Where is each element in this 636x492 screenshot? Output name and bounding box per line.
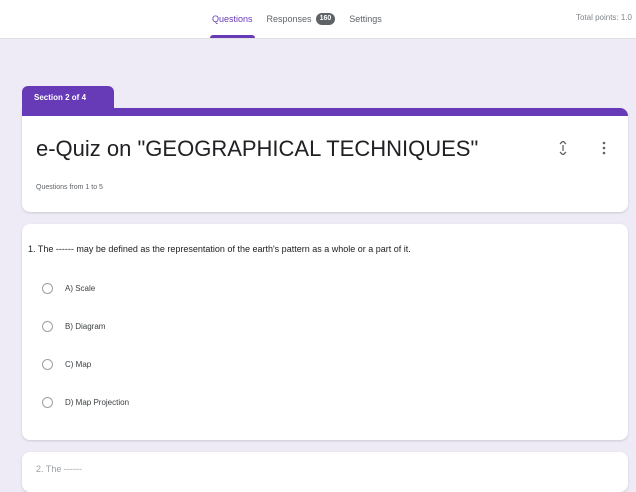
option-label: C) Map bbox=[65, 360, 92, 369]
tab-questions-label: Questions bbox=[212, 14, 253, 24]
collapse-icon[interactable] bbox=[558, 141, 568, 158]
more-options-icon[interactable] bbox=[602, 141, 606, 158]
next-question-card[interactable] bbox=[22, 452, 628, 492]
radio-button[interactable] bbox=[42, 321, 53, 332]
responses-count-badge: 160 bbox=[316, 13, 336, 25]
total-points: Total points: 1.0 bbox=[575, 13, 632, 22]
option-label: A) Scale bbox=[65, 284, 96, 293]
option-label: D) Map Projection bbox=[65, 398, 130, 407]
section-header-card[interactable] bbox=[22, 108, 628, 212]
radio-button[interactable] bbox=[42, 359, 53, 370]
option-label: B) Diagram bbox=[65, 322, 106, 331]
tab-responses-label: Responses bbox=[266, 14, 312, 24]
tab-responses[interactable] bbox=[267, 0, 336, 38]
next-question-text: 2. The ------ bbox=[36, 464, 82, 474]
option-d[interactable] bbox=[42, 397, 129, 408]
radio-button[interactable] bbox=[42, 397, 53, 408]
tab-settings[interactable] bbox=[349, 0, 382, 38]
tab-bar bbox=[212, 0, 382, 38]
tab-settings-label: Settings bbox=[349, 14, 382, 24]
section-label: Section 2 of 4 bbox=[22, 86, 114, 109]
option-a[interactable] bbox=[42, 283, 95, 294]
radio-button[interactable] bbox=[42, 283, 53, 294]
section-description[interactable]: Questions from 1 to 5 bbox=[36, 184, 103, 191]
question-card[interactable] bbox=[22, 224, 628, 440]
section-title[interactable]: e-Quiz on "GEOGRAPHICAL TECHNIQUES" bbox=[36, 136, 479, 161]
question-text: 1. The ------ may be defined as the representation of the earth's pattern as a whole or a part of it. bbox=[28, 244, 411, 254]
option-c[interactable] bbox=[42, 359, 91, 370]
tab-questions[interactable] bbox=[212, 0, 253, 38]
option-b[interactable] bbox=[42, 321, 105, 332]
top-bar bbox=[0, 0, 636, 39]
